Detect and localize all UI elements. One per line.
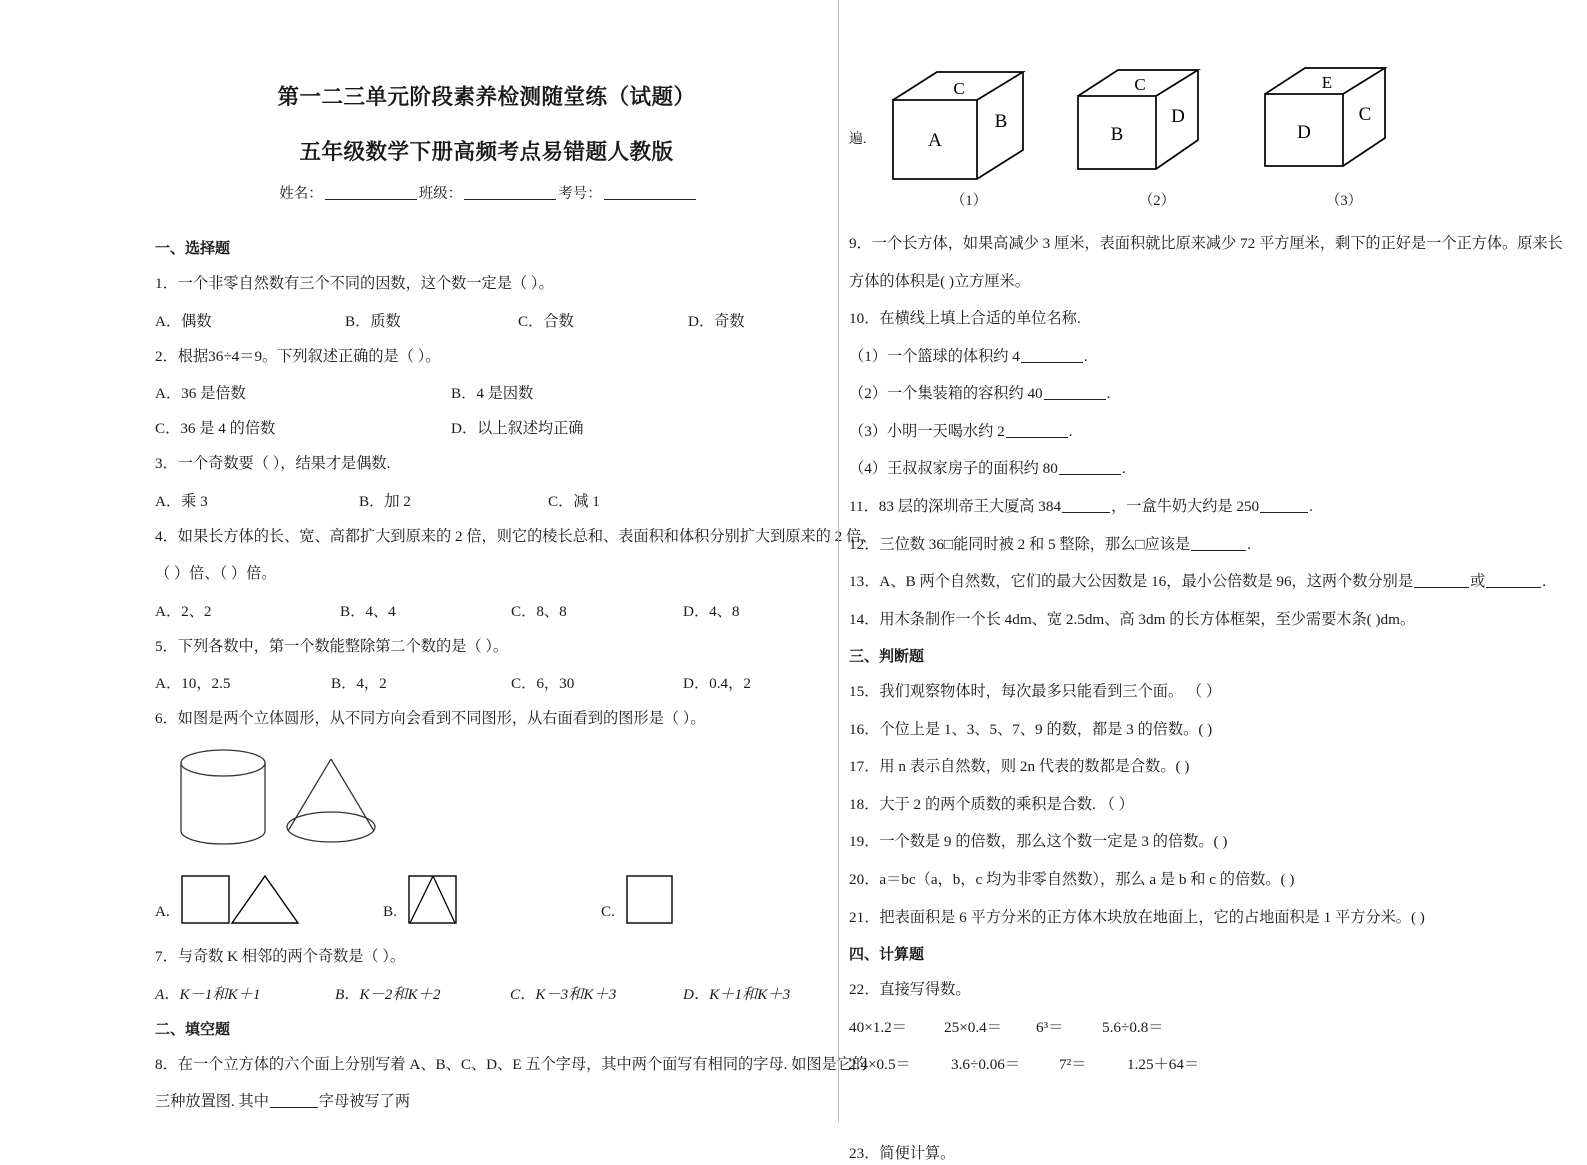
q6-option-b[interactable] bbox=[383, 873, 601, 925]
cube-2-front-label: B bbox=[1110, 124, 1123, 145]
q13-blank-1[interactable] bbox=[1414, 573, 1469, 588]
q13-mid: 或 bbox=[1470, 573, 1486, 591]
exam-blank[interactable] bbox=[604, 185, 696, 200]
q11-blank-2[interactable] bbox=[1260, 498, 1308, 513]
q10-4-blank[interactable] bbox=[1059, 460, 1121, 475]
q3-option-a[interactable]: A．乘 3 bbox=[155, 492, 208, 510]
q7-option-c[interactable]: C．K－3和K＋3 bbox=[510, 985, 617, 1003]
question-21: 21．把表面积是 6 平方分米的正方体木块放在地面上，它的占地面积是 1 平方分米。( ) bbox=[849, 908, 1425, 926]
question-22: 22．直接写得数。 bbox=[849, 981, 971, 999]
q22-r2-item4: 1.25＋64＝ bbox=[1127, 1055, 1200, 1073]
q11-post: . bbox=[1309, 497, 1313, 515]
q7-option-b[interactable]: B．K－2和K＋2 bbox=[335, 985, 441, 1003]
q12-pre: 12．三位数 36□能同时被 2 和 5 整除，那么□应该是 bbox=[849, 535, 1191, 553]
square-and-triangle-icon bbox=[180, 873, 335, 925]
class-blank[interactable] bbox=[464, 185, 556, 200]
q10-4-pre: （4）王叔叔家房子的面积约 80 bbox=[849, 460, 1058, 478]
question-6: 6．如图是两个立体圆形，从不同方向会看到不同图形，从右面看到的图形是（ ）。 bbox=[155, 710, 706, 728]
question-8-line2 bbox=[155, 1090, 808, 1114]
question-6-figure bbox=[171, 745, 808, 855]
question-11 bbox=[849, 495, 1507, 519]
question-22-row2 bbox=[849, 1053, 1507, 1074]
question-16: 16．个位上是 1、3、5、7、9 的数，都是 3 的倍数。( ) bbox=[849, 720, 1213, 738]
q6-option-c-label: C. bbox=[601, 902, 615, 920]
square-icon bbox=[625, 873, 679, 925]
name-label: 姓名： bbox=[279, 186, 323, 202]
section-heading-judge: 三、判断题 bbox=[849, 647, 925, 666]
q22-r2-item3: 7²＝ bbox=[1059, 1055, 1087, 1073]
q4-option-d[interactable]: D．4、8 bbox=[683, 602, 740, 620]
cube-1-top-label: C bbox=[952, 79, 965, 98]
question-7-options bbox=[155, 983, 808, 1004]
question-19: 19．一个数是 9 的倍数，那么这个数一定是 3 的倍数。( ) bbox=[849, 833, 1228, 851]
question-14: 14．用木条制作一个长 4dm、宽 2.5dm、高 3dm 的长方体框架，至少需要木条( )dm。 bbox=[849, 610, 1416, 628]
q11-pre: 11．83 层的深圳帝王大厦高 384 bbox=[849, 497, 1062, 515]
question-1-options bbox=[155, 310, 808, 331]
q22-r1-item2: 25×0.4＝ bbox=[944, 1018, 1002, 1036]
cube-3-side-label: C bbox=[1358, 104, 1371, 125]
q13-post: . bbox=[1542, 573, 1547, 591]
question-2-options-row1 bbox=[155, 382, 808, 403]
question-9-line1: 9．一个长方体，如果高减少 3 厘米，表面积就比原来减少 72 平方厘米，剩下的正好是一个正方体。原来长 bbox=[849, 235, 1563, 252]
section-heading-fill: 二、填空题 bbox=[155, 1019, 231, 1038]
question-5-options bbox=[155, 672, 808, 693]
q6-option-b-label: B. bbox=[383, 902, 397, 920]
q4-option-a[interactable]: A．2、2 bbox=[155, 602, 212, 620]
q10-2-pre: （2）一个集装箱的容积约 40 bbox=[849, 385, 1043, 403]
question-10-item-3 bbox=[849, 420, 1507, 444]
question-10-item-4 bbox=[849, 457, 1507, 481]
question-3: 3．一个奇数要（ ），结果才是偶数. bbox=[155, 455, 391, 473]
question-7: 7．与奇数 K 相邻的两个奇数是（ ）。 bbox=[155, 947, 406, 965]
cube-2-top-label: C bbox=[1133, 75, 1146, 94]
cube-figure-2 bbox=[1070, 62, 1245, 210]
q2-option-a[interactable]: A．36 是倍数 bbox=[155, 385, 246, 403]
cube-figure-3 bbox=[1257, 62, 1432, 210]
q1-option-c[interactable]: C．合数 bbox=[518, 312, 574, 330]
q22-r1-item4: 5.6÷0.8＝ bbox=[1102, 1018, 1164, 1036]
q10-1-pre: （1）一个篮球的体积约 4 bbox=[849, 347, 1020, 365]
q13-blank-2[interactable] bbox=[1486, 573, 1541, 588]
question-20: 20．a＝bc（a，b，c 均为非零自然数），那么 a 是 b 和 c 的倍数。( ) bbox=[849, 871, 1295, 888]
question-8-cube-figures bbox=[849, 62, 1507, 210]
q22-r2-item2: 3.6÷0.06＝ bbox=[951, 1055, 1021, 1073]
exam-label: 考号： bbox=[558, 186, 602, 202]
q5-option-d[interactable]: D．0.4，2 bbox=[683, 675, 751, 693]
question-6-answer-figures bbox=[155, 873, 808, 925]
q5-option-a[interactable]: A．10，2.5 bbox=[155, 675, 231, 693]
cube-3-front-label: D bbox=[1296, 122, 1311, 143]
section-heading-choice: 一、选择题 bbox=[155, 239, 231, 257]
q10-3-pre: （3）小明一天喝水约 2 bbox=[849, 422, 1005, 440]
q1-option-b[interactable]: B．质数 bbox=[345, 312, 401, 330]
student-info-line bbox=[155, 182, 808, 203]
question-10-item-2 bbox=[849, 382, 1507, 406]
q7-option-d[interactable]: D．K＋1和K＋3 bbox=[683, 985, 791, 1003]
q8-blank[interactable] bbox=[270, 1093, 318, 1108]
cube-3-top-label: E bbox=[1321, 73, 1332, 92]
question-9-line2: 方体的体积是( )立方厘米。 bbox=[849, 272, 1030, 290]
q10-1-post: . bbox=[1083, 347, 1088, 365]
cube-1-caption: （1） bbox=[950, 193, 988, 209]
question-23: 23．简便计算。 bbox=[849, 1144, 956, 1162]
q6-option-a[interactable] bbox=[155, 873, 383, 925]
q22-r2-item1: 2.4×0.5＝ bbox=[849, 1055, 911, 1073]
question-10: 10．在横线上填上合适的单位名称. bbox=[849, 310, 1081, 328]
q8-line2-post: 字母被写了两 bbox=[318, 1093, 411, 1111]
q11-blank-1[interactable] bbox=[1062, 498, 1110, 513]
question-8-line1: 8．在一个立方体的六个面上分别写着 A、B、C、D、E 五个字母，其中两个面写有相同的字母. 如图是它的 bbox=[155, 1055, 868, 1073]
q5-option-b[interactable]: B．4，2 bbox=[331, 675, 387, 693]
q2-option-b[interactable]: B．4 是因数 bbox=[451, 385, 534, 403]
q1-option-d[interactable]: D．奇数 bbox=[688, 312, 745, 330]
q12-post: . bbox=[1247, 535, 1251, 553]
q2-option-c[interactable]: C．36 是 4 的倍数 bbox=[155, 420, 276, 438]
q10-3-blank[interactable] bbox=[1006, 423, 1068, 438]
question-10-item-1 bbox=[849, 345, 1507, 369]
question-17: 17．用 n 表示自然数，则 2n 代表的数都是合数。( ) bbox=[849, 758, 1190, 776]
cube-2-caption: （2） bbox=[1138, 193, 1176, 209]
q3-option-c[interactable]: C．减 1 bbox=[548, 492, 600, 510]
question-5: 5．下列各数中，第一个数能整除第二个数的是（ ）。 bbox=[155, 637, 509, 655]
q22-r1-item3: 6³＝ bbox=[1036, 1018, 1064, 1036]
q6-option-c[interactable] bbox=[601, 873, 679, 925]
q7-option-a[interactable]: A．K－1和K＋1 bbox=[155, 985, 261, 1003]
q12-blank[interactable] bbox=[1191, 536, 1246, 551]
question-13 bbox=[849, 570, 1547, 594]
q10-1-blank[interactable] bbox=[1021, 348, 1083, 363]
q10-2-blank[interactable] bbox=[1044, 385, 1106, 400]
cube-figure-1 bbox=[877, 62, 1062, 210]
question-2: 2．根据36÷4＝9。下列叙述正确的是（ ）。 bbox=[155, 347, 441, 365]
cube-3-caption: （3） bbox=[1325, 193, 1363, 209]
name-blank[interactable] bbox=[325, 185, 417, 200]
q13-pre: 13．A、B 两个自然数，它们的最大公因数是 16，最小公倍数是 96，这两个数分别是 bbox=[849, 573, 1414, 591]
q2-option-d[interactable]: D．以上叙述均正确 bbox=[451, 420, 584, 438]
question-18: 18．大于 2 的两个质数的乘积是合数. （ ） bbox=[849, 795, 1134, 813]
cube-1-side-label: B bbox=[994, 111, 1007, 132]
cube-2-side-label: D bbox=[1170, 106, 1185, 127]
q1-option-a[interactable]: A．偶数 bbox=[155, 312, 212, 330]
page-subtitle: 五年级数学下册高频考点易错题人教版 bbox=[299, 140, 674, 165]
q11-mid: ，一盒牛奶大约是 250 bbox=[1111, 497, 1260, 515]
q22-r1-item1: 40×1.2＝ bbox=[849, 1018, 907, 1036]
question-4-options bbox=[155, 600, 808, 621]
q3-option-b[interactable]: B．加 2 bbox=[359, 492, 411, 510]
q4-option-c[interactable]: C．8、8 bbox=[511, 602, 567, 620]
class-label: 班级： bbox=[418, 186, 463, 202]
q8-line2-pre: 三种放置图. 其中 bbox=[155, 1093, 269, 1111]
question-2-options-row2 bbox=[155, 417, 808, 438]
q6-option-a-label: A. bbox=[155, 902, 170, 920]
cube-1-front-label: A bbox=[927, 130, 942, 151]
question-4-line2: （ ）倍、（ ）倍。 bbox=[155, 565, 277, 583]
question-3-options bbox=[155, 490, 808, 511]
question-12 bbox=[849, 533, 1507, 557]
question-15: 15．我们观察物体时，每次最多只能看到三个面。 （ ） bbox=[849, 683, 1222, 701]
q5-option-c[interactable]: C．6，30 bbox=[511, 675, 575, 693]
question-4-line1: 4．如果长方体的长、宽、高都扩大到原来的 2 倍，则它的棱长总和、表面积和体积分别扩大到原来的 2 倍、 bbox=[155, 527, 877, 545]
cubes-prefix-text: 遍. bbox=[849, 132, 867, 147]
question-22-row1 bbox=[849, 1016, 1507, 1037]
page-title: 第一二三单元阶段素养检测随堂练（试题） bbox=[277, 85, 696, 110]
question-1: 1．一个非零自然数有三个不同的因数，这个数一定是（ ）。 bbox=[155, 275, 554, 292]
right-column bbox=[838, 0, 1587, 1162]
q10-4-post: . bbox=[1121, 460, 1126, 478]
square-with-inner-triangle-icon bbox=[407, 873, 469, 925]
section-heading-calc: 四、计算题 bbox=[849, 945, 925, 964]
q4-option-b[interactable]: B．4、4 bbox=[340, 602, 396, 620]
q10-2-post: . bbox=[1106, 385, 1111, 403]
q10-3-post: . bbox=[1068, 422, 1073, 440]
